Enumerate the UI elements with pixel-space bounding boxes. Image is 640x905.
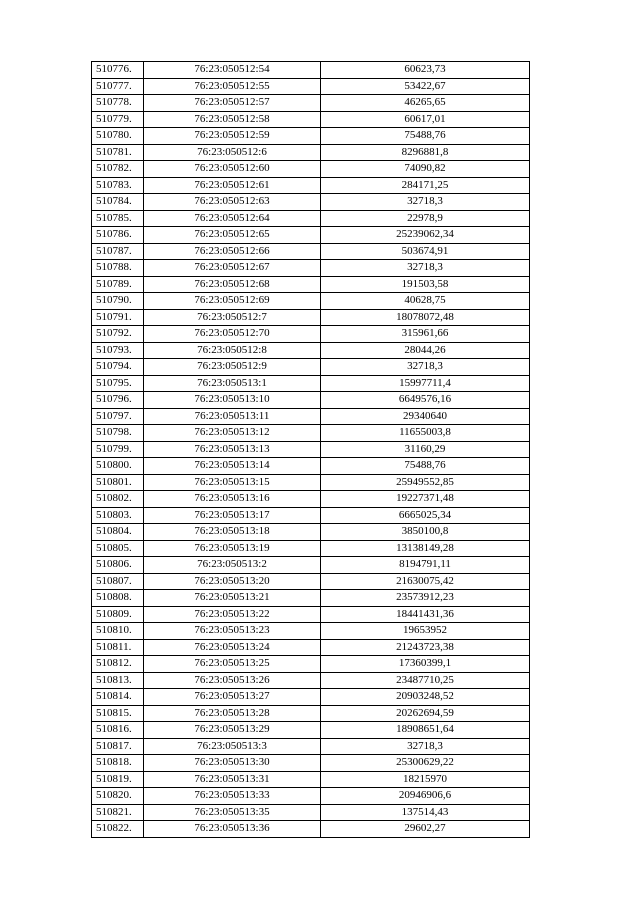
cadastral-value-cell: 137514,43 [321, 804, 530, 821]
table-row [92, 821, 530, 838]
cadastral-value-cell: 60623,73 [321, 62, 530, 79]
cadastral-value-cell: 53422,67 [321, 78, 530, 95]
table-row [92, 194, 530, 211]
row-number-cell: 510811. [92, 639, 144, 656]
row-number-cell: 510821. [92, 804, 144, 821]
table-row [92, 128, 530, 145]
cadastral-number-cell: 76:23:050513:33 [144, 788, 321, 805]
table-row [92, 689, 530, 706]
table-row [92, 738, 530, 755]
cadastral-value-cell: 40628,75 [321, 293, 530, 310]
row-number-cell: 510806. [92, 557, 144, 574]
cadastral-number-cell: 76:23:050513:23 [144, 623, 321, 640]
cadastral-value-cell: 25300629,22 [321, 755, 530, 772]
row-number-cell: 510800. [92, 458, 144, 475]
cadastral-value-cell: 315961,66 [321, 326, 530, 343]
cadastral-value-cell: 3850100,8 [321, 524, 530, 541]
cadastral-number-cell: 76:23:050513:20 [144, 573, 321, 590]
row-number-cell: 510781. [92, 144, 144, 161]
row-number-cell: 510807. [92, 573, 144, 590]
cadastral-value-cell: 32718,3 [321, 194, 530, 211]
table-row [92, 507, 530, 524]
cadastral-value-cell: 503674,91 [321, 243, 530, 260]
row-number-cell: 510782. [92, 161, 144, 178]
cadastral-number-cell: 76:23:050512:57 [144, 95, 321, 112]
cadastral-value-cell: 15997711,4 [321, 375, 530, 392]
row-number-cell: 510785. [92, 210, 144, 227]
row-number-cell: 510814. [92, 689, 144, 706]
cadastral-number-cell: 76:23:050513:35 [144, 804, 321, 821]
cadastral-number-cell: 76:23:050513:27 [144, 689, 321, 706]
cadastral-number-cell: 76:23:050512:66 [144, 243, 321, 260]
cadastral-value-cell: 6665025,34 [321, 507, 530, 524]
cadastral-number-cell: 76:23:050512:54 [144, 62, 321, 79]
cadastral-value-cell: 25239062,34 [321, 227, 530, 244]
row-number-cell: 510795. [92, 375, 144, 392]
row-number-cell: 510817. [92, 738, 144, 755]
cadastral-value-cell: 31160,29 [321, 441, 530, 458]
table-row [92, 441, 530, 458]
cadastral-number-cell: 76:23:050512:61 [144, 177, 321, 194]
cadastral-number-cell: 76:23:050513:18 [144, 524, 321, 541]
cadastral-number-cell: 76:23:050512:60 [144, 161, 321, 178]
row-number-cell: 510813. [92, 672, 144, 689]
row-number-cell: 510786. [92, 227, 144, 244]
cadastral-number-cell: 76:23:050512:55 [144, 78, 321, 95]
cadastral-value-cell: 18215970 [321, 771, 530, 788]
table-row [92, 557, 530, 574]
cadastral-number-cell: 76:23:050512:65 [144, 227, 321, 244]
row-number-cell: 510805. [92, 540, 144, 557]
cadastral-number-cell: 76:23:050512:7 [144, 309, 321, 326]
table-row [92, 524, 530, 541]
row-number-cell: 510810. [92, 623, 144, 640]
cadastral-value-cell: 17360399,1 [321, 656, 530, 673]
row-number-cell: 510784. [92, 194, 144, 211]
row-number-cell: 510808. [92, 590, 144, 607]
row-number-cell: 510788. [92, 260, 144, 277]
cadastral-number-cell: 76:23:050513:13 [144, 441, 321, 458]
cadastral-value-cell: 19227371,48 [321, 491, 530, 508]
table-row [92, 293, 530, 310]
row-number-cell: 510815. [92, 705, 144, 722]
table-row [92, 491, 530, 508]
cadastral-number-cell: 76:23:050513:28 [144, 705, 321, 722]
cadastral-value-cell: 21243723,38 [321, 639, 530, 656]
cadastral-value-cell: 8194791,11 [321, 557, 530, 574]
table-row [92, 144, 530, 161]
row-number-cell: 510819. [92, 771, 144, 788]
cadastral-value-cell: 74090,82 [321, 161, 530, 178]
cadastral-value-cell: 20946906,6 [321, 788, 530, 805]
table-row [92, 408, 530, 425]
row-number-cell: 510791. [92, 309, 144, 326]
row-number-cell: 510797. [92, 408, 144, 425]
cadastral-value-cell: 8296881,8 [321, 144, 530, 161]
table-row [92, 474, 530, 491]
cadastral-number-cell: 76:23:050513:17 [144, 507, 321, 524]
cadastral-value-cell: 20903248,52 [321, 689, 530, 706]
row-number-cell: 510792. [92, 326, 144, 343]
table-row [92, 788, 530, 805]
table-row [92, 62, 530, 79]
cadastral-value-cell: 20262694,59 [321, 705, 530, 722]
row-number-cell: 510822. [92, 821, 144, 838]
table-row [92, 95, 530, 112]
table-row [92, 540, 530, 557]
row-number-cell: 510801. [92, 474, 144, 491]
table-row [92, 276, 530, 293]
table-row [92, 771, 530, 788]
table-row [92, 326, 530, 343]
cadastral-value-cell: 28044,26 [321, 342, 530, 359]
cadastral-value-cell: 32718,3 [321, 260, 530, 277]
row-number-cell: 510799. [92, 441, 144, 458]
table-row [92, 722, 530, 739]
cadastral-number-cell: 76:23:050512:8 [144, 342, 321, 359]
table-row [92, 177, 530, 194]
table-row [92, 623, 530, 640]
cadastral-number-cell: 76:23:050513:22 [144, 606, 321, 623]
cadastral-value-cell: 29340640 [321, 408, 530, 425]
cadastral-number-cell: 76:23:050512:67 [144, 260, 321, 277]
table-row [92, 260, 530, 277]
row-number-cell: 510796. [92, 392, 144, 409]
table-row [92, 78, 530, 95]
cadastral-value-cell: 6649576,16 [321, 392, 530, 409]
cadastral-number-cell: 76:23:050513:26 [144, 672, 321, 689]
row-number-cell: 510804. [92, 524, 144, 541]
row-number-cell: 510820. [92, 788, 144, 805]
row-number-cell: 510780. [92, 128, 144, 145]
cadastral-number-cell: 76:23:050513:19 [144, 540, 321, 557]
row-number-cell: 510798. [92, 425, 144, 442]
cadastral-value-cell: 11655003,8 [321, 425, 530, 442]
cadastral-number-cell: 76:23:050512:6 [144, 144, 321, 161]
table-row [92, 375, 530, 392]
row-number-cell: 510793. [92, 342, 144, 359]
row-number-cell: 510809. [92, 606, 144, 623]
cadastral-value-cell: 32718,3 [321, 359, 530, 376]
row-number-cell: 510816. [92, 722, 144, 739]
row-number-cell: 510778. [92, 95, 144, 112]
row-number-cell: 510783. [92, 177, 144, 194]
cadastral-value-cell: 22978,9 [321, 210, 530, 227]
cadastral-value-cell: 18441431,36 [321, 606, 530, 623]
cadastral-number-cell: 76:23:050513:29 [144, 722, 321, 739]
table-row [92, 309, 530, 326]
table-row [92, 672, 530, 689]
table-row [92, 755, 530, 772]
cadastral-number-cell: 76:23:050513:31 [144, 771, 321, 788]
cadastral-number-cell: 76:23:050513:12 [144, 425, 321, 442]
cadastral-number-cell: 76:23:050513:1 [144, 375, 321, 392]
cadastral-value-cell: 23487710,25 [321, 672, 530, 689]
cadastral-number-cell: 76:23:050512:58 [144, 111, 321, 128]
table-row [92, 243, 530, 260]
row-number-cell: 510794. [92, 359, 144, 376]
cadastral-number-cell: 76:23:050513:36 [144, 821, 321, 838]
cadastral-value-cell: 29602,27 [321, 821, 530, 838]
cadastral-value-table [91, 61, 530, 838]
row-number-cell: 510812. [92, 656, 144, 673]
cadastral-number-cell: 76:23:050513:16 [144, 491, 321, 508]
cadastral-number-cell: 76:23:050513:30 [144, 755, 321, 772]
row-number-cell: 510802. [92, 491, 144, 508]
cadastral-value-cell: 60617,01 [321, 111, 530, 128]
table-row [92, 656, 530, 673]
table-row [92, 111, 530, 128]
row-number-cell: 510789. [92, 276, 144, 293]
cadastral-number-cell: 76:23:050513:3 [144, 738, 321, 755]
table-row [92, 590, 530, 607]
table-row [92, 606, 530, 623]
table-row [92, 458, 530, 475]
cadastral-value-cell: 284171,25 [321, 177, 530, 194]
row-number-cell: 510777. [92, 78, 144, 95]
row-number-cell: 510803. [92, 507, 144, 524]
cadastral-number-cell: 76:23:050512:69 [144, 293, 321, 310]
table-row [92, 392, 530, 409]
cadastral-number-cell: 76:23:050513:24 [144, 639, 321, 656]
cadastral-number-cell: 76:23:050512:63 [144, 194, 321, 211]
cadastral-value-cell: 191503,58 [321, 276, 530, 293]
cadastral-number-cell: 76:23:050513:15 [144, 474, 321, 491]
cadastral-value-cell: 75488,76 [321, 128, 530, 145]
cadastral-number-cell: 76:23:050512:9 [144, 359, 321, 376]
table-row [92, 804, 530, 821]
table-row [92, 161, 530, 178]
table-row [92, 342, 530, 359]
row-number-cell: 510779. [92, 111, 144, 128]
cadastral-value-cell: 13138149,28 [321, 540, 530, 557]
table-row [92, 227, 530, 244]
cadastral-number-cell: 76:23:050513:10 [144, 392, 321, 409]
cadastral-number-cell: 76:23:050512:70 [144, 326, 321, 343]
table-row [92, 639, 530, 656]
cadastral-value-cell: 75488,76 [321, 458, 530, 475]
cadastral-value-cell: 23573912,23 [321, 590, 530, 607]
row-number-cell: 510776. [92, 62, 144, 79]
cadastral-number-cell: 76:23:050512:68 [144, 276, 321, 293]
cadastral-number-cell: 76:23:050512:59 [144, 128, 321, 145]
cadastral-value-cell: 46265,65 [321, 95, 530, 112]
row-number-cell: 510818. [92, 755, 144, 772]
table-row [92, 425, 530, 442]
cadastral-number-cell: 76:23:050513:14 [144, 458, 321, 475]
cadastral-value-cell: 18078072,48 [321, 309, 530, 326]
cadastral-value-cell: 18908651,64 [321, 722, 530, 739]
cadastral-number-cell: 76:23:050513:25 [144, 656, 321, 673]
cadastral-number-cell: 76:23:050513:21 [144, 590, 321, 607]
cadastral-value-cell: 25949552,85 [321, 474, 530, 491]
cadastral-value-cell: 32718,3 [321, 738, 530, 755]
cadastral-value-cell: 19653952 [321, 623, 530, 640]
table-body [92, 62, 530, 838]
table-row [92, 359, 530, 376]
cadastral-value-cell: 21630075,42 [321, 573, 530, 590]
cadastral-number-cell: 76:23:050512:64 [144, 210, 321, 227]
cadastral-number-cell: 76:23:050513:11 [144, 408, 321, 425]
table-row [92, 210, 530, 227]
table-row [92, 705, 530, 722]
cadastral-number-cell: 76:23:050513:2 [144, 557, 321, 574]
row-number-cell: 510790. [92, 293, 144, 310]
row-number-cell: 510787. [92, 243, 144, 260]
table-row [92, 573, 530, 590]
